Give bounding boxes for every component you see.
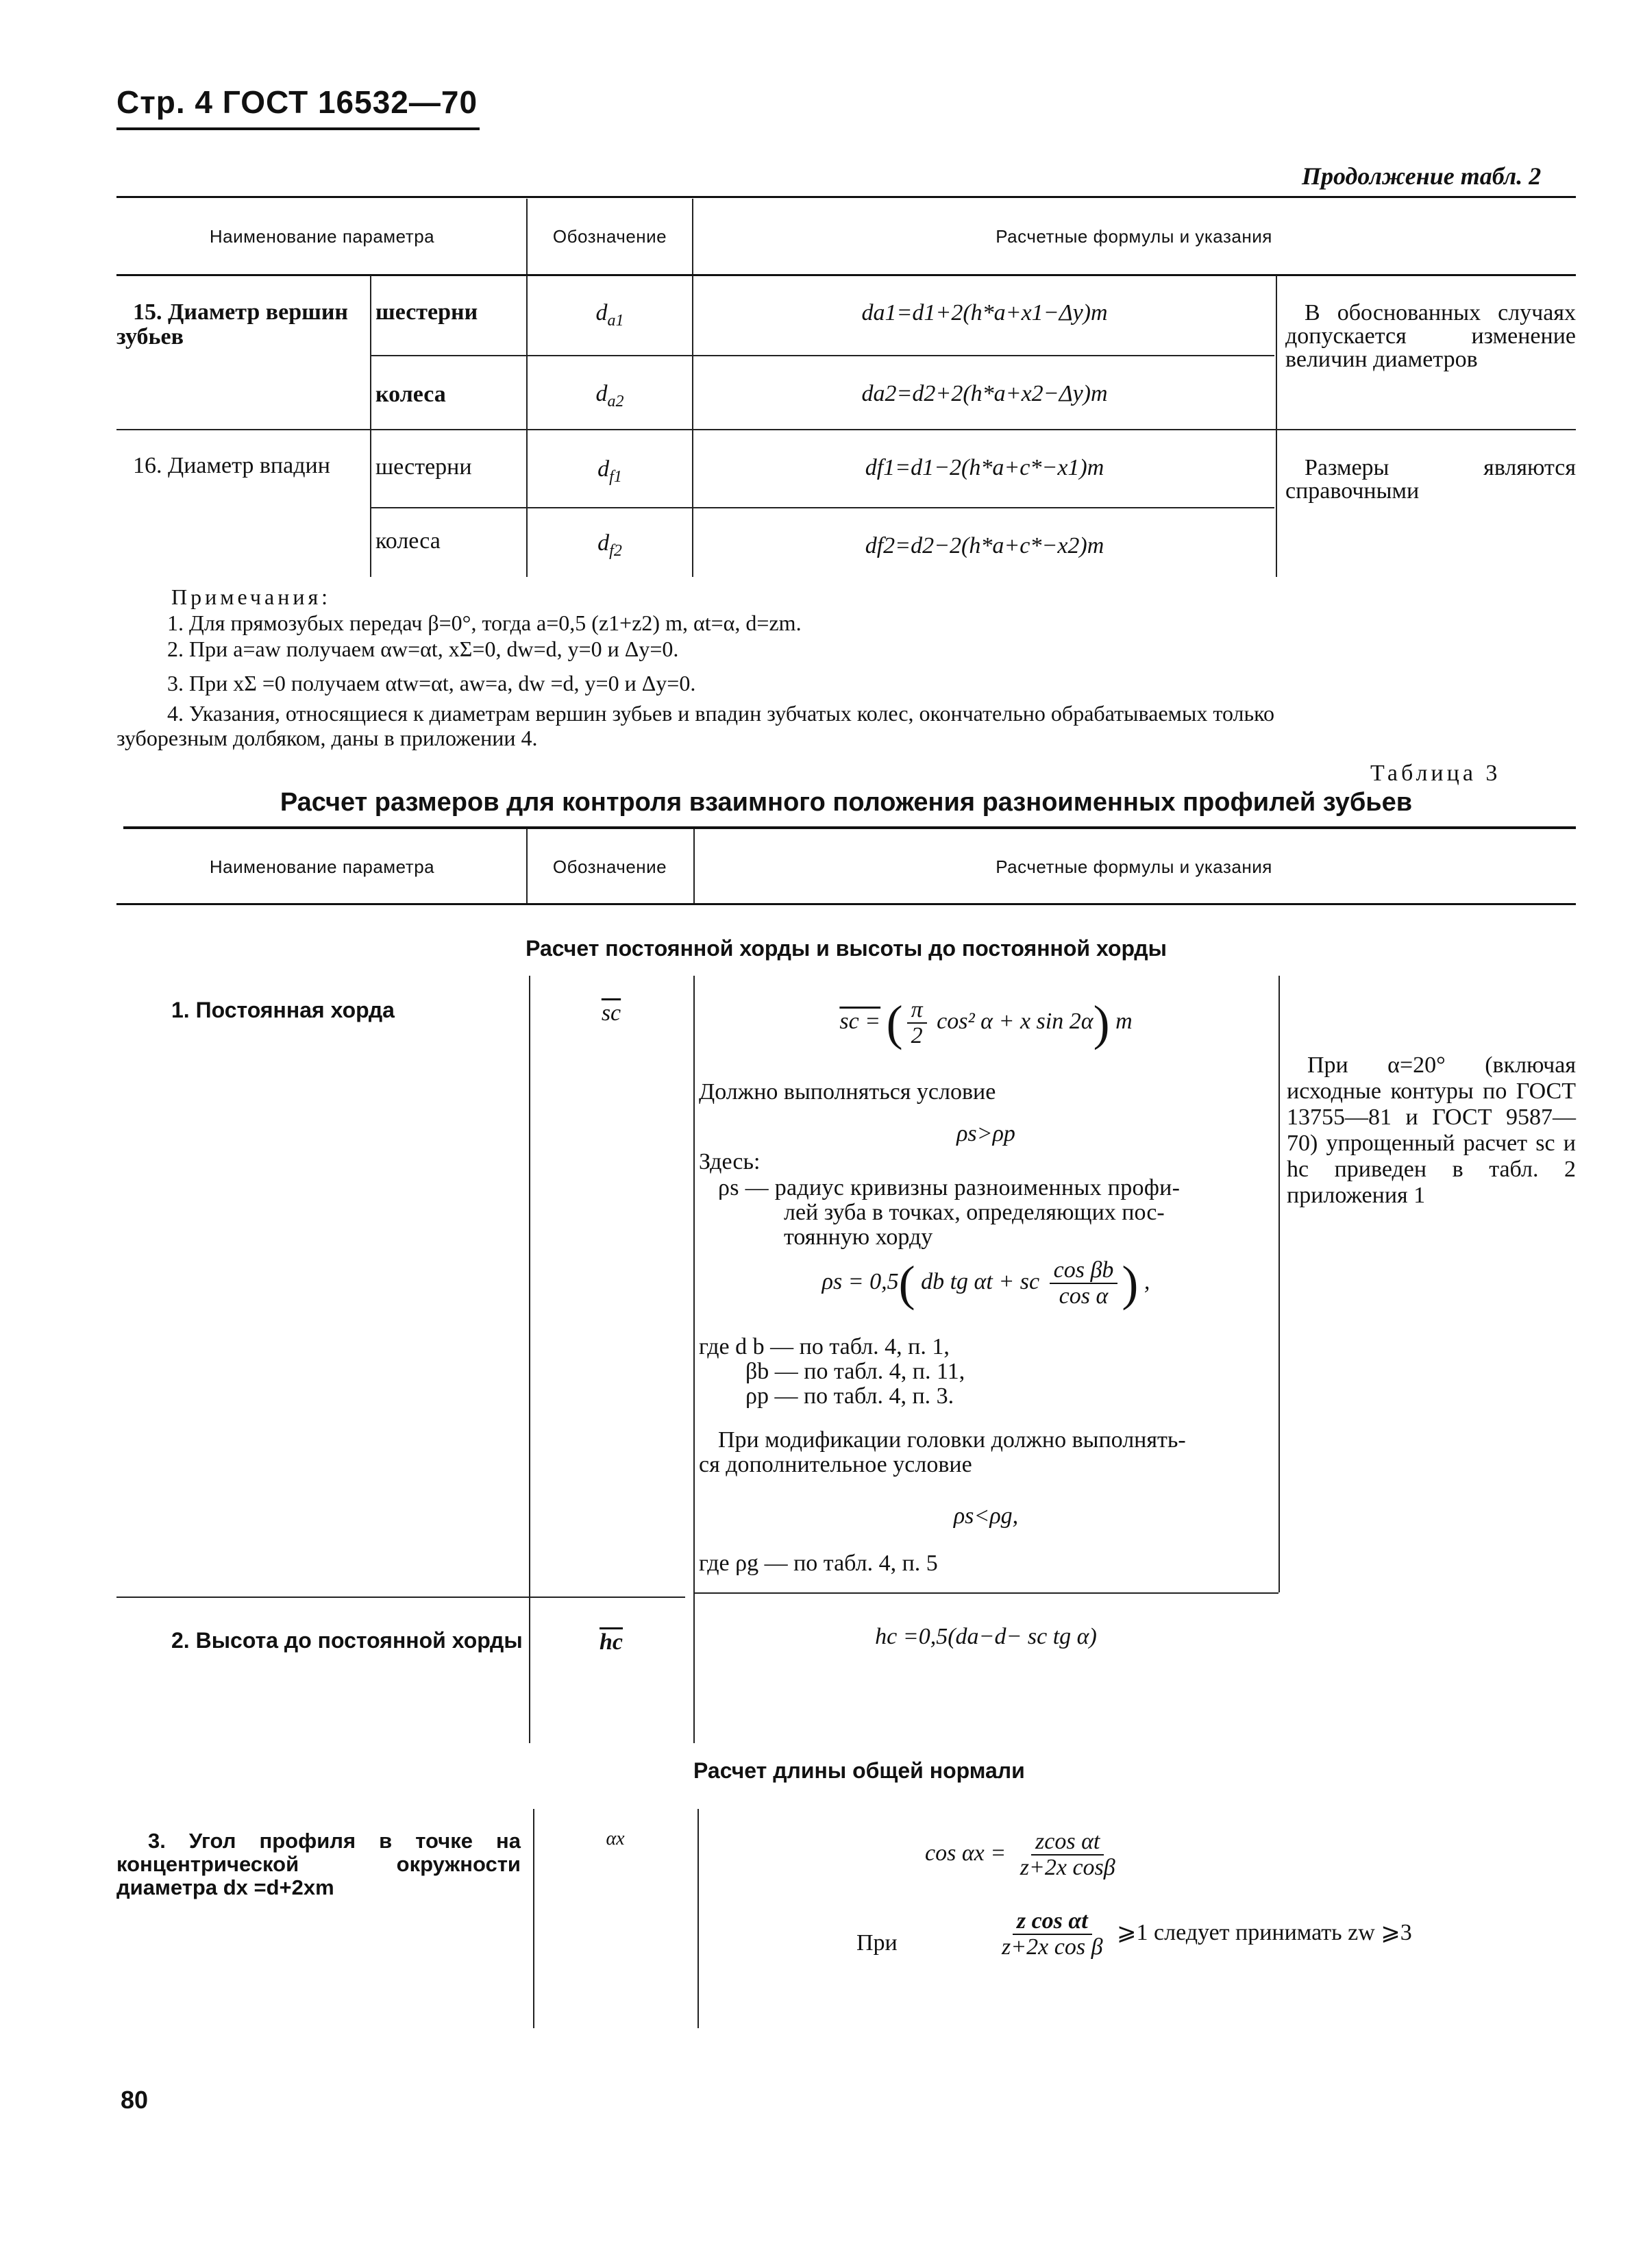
row16-inner-rule <box>371 507 1274 508</box>
t3-row3-name: 3. Угол профиля в точке на концентрической окружности диаметра dx =d+2xm <box>116 1829 521 1899</box>
t3-row1-symbol <box>529 1000 693 1026</box>
t3-row1-rho-def-1: ρs — радиус кривизны разноименных профи- <box>718 1175 1181 1200</box>
t3-row1-formula-m: m <box>1115 1008 1133 1034</box>
formula-lhs: cos αx = <box>925 1840 1006 1866</box>
t3-row1-side-note: При α=20° (включая исходные контуры по ГОСТ 13755—81 и ГОСТ 9587—70) упрощенный расчет sc и hc приведен в табл. 2 приложения 1 <box>1287 1052 1576 1208</box>
t3-row1-rho-def-3: тоянную хорду <box>784 1224 933 1250</box>
table2-header-rule <box>116 274 1576 276</box>
table3-title: Расчет размеров для контроля взаимного положения разноименных профилей зубьев <box>280 788 1413 817</box>
row15-formula-gear: da1=d1+2(h*a+x1−Δy)m <box>861 300 1108 325</box>
note-4-line1: 4. Указания, относящиеся к диаметрам вершин зубьев и впадин зубчатых колес, окончательно обрабатываемых только <box>167 701 1275 726</box>
t3-row2-formula: hc =0,5(da−d− sc tg α) <box>875 1624 1097 1649</box>
table3-header-rule <box>116 903 1576 905</box>
page-header: Стр. 4 ГОСТ 16532—70 <box>116 84 478 120</box>
row15-formula-wheel: da2=d2+2(h*a+x2−Δy)m <box>861 381 1108 406</box>
close-paren: ) <box>1122 1256 1139 1311</box>
fraction-numerator: z cos αt <box>1013 1909 1092 1935</box>
table3-header-symbol: Обозначение <box>552 856 667 877</box>
header-underline <box>116 127 480 130</box>
row16-symbol-gear <box>528 456 692 486</box>
fraction-numerator: π <box>907 998 927 1024</box>
t3-row1-formula-lhs: sc = <box>839 1008 881 1034</box>
row15-remark: В обоснованных случаях допускается изменение величин диаметров <box>1285 300 1576 372</box>
table3-top-rule <box>123 826 1576 829</box>
t3-row1-symbol-text: $\overline{sc}$ <box>601 1000 621 1026</box>
symbol-base: d <box>597 530 610 556</box>
symbol-base: d <box>597 456 610 482</box>
fraction-denominator: 2 <box>911 1023 923 1048</box>
t3-row1-name: 1. Постоянная хорда <box>171 998 395 1022</box>
notes-title: Примечания: <box>171 584 332 609</box>
t3-row1-mod-2: ся дополнительное условие <box>699 1452 972 1477</box>
table3-row-rule <box>695 1592 1278 1594</box>
table3-divider <box>1278 976 1280 1592</box>
row16-remark: Размеры являются справочными <box>1285 455 1576 504</box>
t3-row1-where-4: где ρg — по табл. 4, п. 5 <box>699 1551 938 1576</box>
open-paren: ( <box>898 1256 915 1311</box>
t3-row2-name: 2. Высота до постоянной хорды <box>171 1628 523 1653</box>
symbol-subscript: f2 <box>609 541 622 560</box>
t3-row1-zdes: Здесь: <box>699 1149 761 1174</box>
table3-row-rule <box>116 1597 685 1598</box>
row15-inner-rule <box>371 355 1274 356</box>
t3-row3-pri: При <box>856 1930 898 1956</box>
t3-row1-formula <box>693 998 1278 1048</box>
row16-name: 16. Диаметр впадин <box>133 453 330 478</box>
table2-header-name: Наименование параметра <box>209 226 435 247</box>
t3-row3-symbol: αx <box>606 1828 625 1849</box>
row16-formula-wheel: df2=d2−2(h*a+c*−x2)m <box>865 533 1104 558</box>
table3-divider <box>693 829 695 904</box>
t3-row1-where-1: где d b — по табл. 4, п. 1, <box>699 1334 950 1359</box>
row16-formula-gear: df1=d1−2(h*a+c*−x1)m <box>865 455 1104 480</box>
symbol-subscript: f1 <box>609 467 622 486</box>
note-1: 1. Для прямозубых передач β=0°, тогда a=0,5 (z1+z2) m, αt=α, d=zm. <box>167 611 802 635</box>
t3-row1-where-3: ρp — по табл. 4, п. 3. <box>745 1383 954 1409</box>
rho-formula-mid: db tg αt + sc <box>921 1268 1040 1294</box>
symbol-base: d <box>595 381 608 406</box>
row15-name: 15. Диаметр вершин зубьев <box>116 299 349 349</box>
t3-row1-rho-formula: ρs = 0,5( db tg αt + sc $\frac{\text{cos βb}}{\text{cos α}}$ ) , <box>822 1256 1150 1311</box>
fraction-denominator: z+2x cosβ <box>1020 1855 1115 1880</box>
symbol-base: d <box>595 300 608 325</box>
table3-section-1: Расчет постоянной хорды и высоты до постоянной хорды <box>526 936 1167 961</box>
t3-row1-mod-1: При модификации головки должно выполнять- <box>718 1427 1186 1453</box>
row15-symbol-wheel <box>528 381 692 411</box>
table3-divider <box>526 829 528 904</box>
row-divider <box>116 429 1576 430</box>
table2-top-rule <box>116 196 1576 198</box>
cos-fraction <box>1050 1258 1118 1309</box>
t3-row2-symbol <box>529 1629 693 1655</box>
rho-formula-lhs: ρs = 0,5 <box>822 1268 899 1294</box>
table3-label: Таблица 3 <box>1370 761 1501 786</box>
table2-header-formula: Расчетные формулы и указания <box>996 226 1272 247</box>
fraction-numerator: cos βb <box>1050 1258 1118 1284</box>
symbol-subscript: a2 <box>607 392 624 410</box>
table3-header-formula: Расчетные формулы и указания <box>996 856 1272 877</box>
t3-row3-formula-2 <box>993 1909 1412 1960</box>
cos-fraction <box>1016 1829 1120 1880</box>
note-3: 3. При xΣ =0 получаем αtw=αt, aw=a, dw =d, y=0 и Δy=0. <box>167 671 696 695</box>
page-number: 80 <box>121 2086 149 2114</box>
t3-row2-symbol-text: $\overline{hc}$ <box>600 1629 623 1655</box>
t3-row1-cond-text: Должно выполняться условие <box>699 1079 996 1105</box>
table3-header-name: Наименование параметра <box>209 856 435 877</box>
t3-row1-rho-def-2: лей зуба в точках, определяющих пос- <box>784 1200 1165 1225</box>
fraction-denominator: cos α <box>1059 1283 1109 1309</box>
t3-row3-formula-1 <box>925 1829 1124 1880</box>
table3-divider <box>529 976 530 1743</box>
table2-divider <box>526 199 528 274</box>
t3-row1-cond: ρs>ρp <box>956 1121 1015 1146</box>
symbol-subscript: a1 <box>607 311 624 330</box>
table3-divider <box>697 1809 699 2028</box>
formula-rest: ⩾1 следует принимать zw ⩾3 <box>1117 1919 1412 1945</box>
table2-divider <box>370 275 371 577</box>
fraction-denominator: z+2x cos β <box>1002 1934 1103 1960</box>
row16-sub-wheel: колеса <box>375 528 441 554</box>
note-4-line2: зуборезным долбяком, даны в приложении 4. <box>116 726 538 750</box>
pi-half-fraction <box>907 998 927 1048</box>
table2-divider <box>1276 275 1277 577</box>
cos-fraction <box>998 1909 1107 1960</box>
row15-symbol-gear <box>528 300 692 330</box>
table3-section-2: Расчет длины общей нормали <box>693 1758 1025 1783</box>
t3-row1-mod-cond: ρs<ρg, <box>953 1503 1019 1529</box>
close-paren: ) <box>1093 996 1110 1050</box>
continuation-label: Продолжение табл. 2 <box>1302 162 1542 190</box>
table2-header-symbol: Обозначение <box>552 226 667 247</box>
note-2: 2. При a=aw получаем αw=αt, xΣ=0, dw=d, y=0 и Δy=0. <box>167 637 679 661</box>
row16-symbol-wheel <box>528 530 692 560</box>
row15-sub-gear: шестерни <box>375 299 478 325</box>
row16-sub-gear: шестерни <box>375 454 472 480</box>
fraction-numerator: zcos αt <box>1031 1829 1104 1856</box>
t3-row1-formula-rest: cos² α + x sin 2α <box>937 1008 1094 1034</box>
row15-sub-wheel: колеса <box>375 382 446 407</box>
table2-divider <box>692 199 693 274</box>
t3-row1-where-2: βb — по табл. 4, п. 11, <box>745 1359 965 1384</box>
open-paren: ( <box>886 996 903 1050</box>
